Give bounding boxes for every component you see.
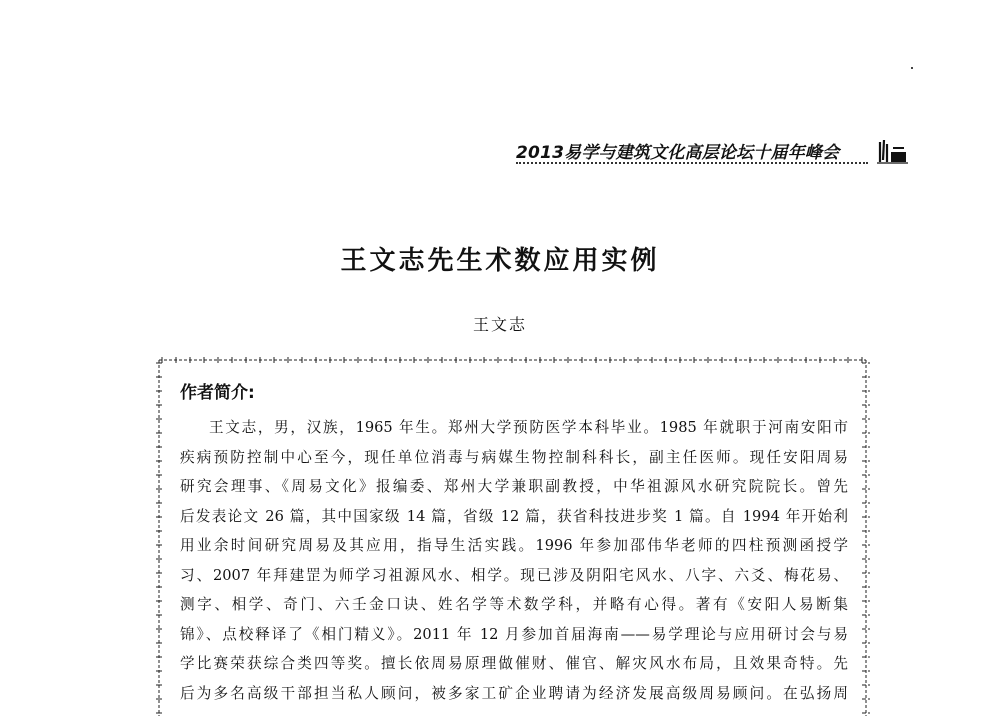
bio-line: 测字、相学、奇门、六壬金口诀、姓名学等术数学科，并略有心得。著有《安阳人易断集 <box>180 596 848 613</box>
scan-speck <box>911 67 913 69</box>
bio-line: 习、2007 年拜建罡为师学习祖源风水、相学。现已涉及阴阳宅风水、八字、六爻、梅花易、 <box>180 566 848 584</box>
author-bio-box <box>155 356 870 716</box>
author-name: 王文志 <box>472 315 527 334</box>
bio-line: 后发表论文 26 篇，其中国家级 14 篇，省级 12 篇，获省科技进步奖 1 篇。自 1994 年开始利 <box>180 507 848 525</box>
running-title: 2013易学与建筑文化高层论坛十届年峰会 <box>516 143 840 163</box>
bio-line: 用业余时间研究周易及其应用，指导生活实践。1996 年参加邵伟华老师的四柱预测函授学 <box>180 537 848 554</box>
bio-line: 后为多名高级干部担当私人顾问，被多家工矿企业聘请为经济发展高级周易顾问。在弘扬周 <box>180 684 848 702</box>
header-ornament-icon <box>874 136 910 166</box>
bio-line: 学比赛荣获综合类四等奖。擅长依周易原理做催财、催官、解灾风水布局，且效果奇特。先 <box>180 655 848 672</box>
bio-heading: 作者简介: <box>180 383 255 403</box>
header-dotted-rule <box>516 162 868 164</box>
bio-line: 锦》、点校释译了《相门精义》。2011 年 12 月参加首届海南——易学理论与应用研讨会与易 <box>180 625 848 643</box>
running-header <box>516 136 908 168</box>
bio-line: 疾病预防控制中心至今，现任单位消毒与病媒生物控制科科长，副主任医师。现任安阳周易 <box>180 448 848 466</box>
bio-line: 研究会理事、《周易文化》报编委、郑州大学兼职副教授，中华祖源风水研究院院长。曾先 <box>180 478 848 495</box>
article-title: 王文志先生术数应用实例 <box>340 246 660 276</box>
bio-text <box>180 413 848 708</box>
bio-line: 王文志，男，汉族，1965 年生。郑州大学预防医学本科毕业。1985 年就职于河南安阳市 <box>209 419 848 436</box>
